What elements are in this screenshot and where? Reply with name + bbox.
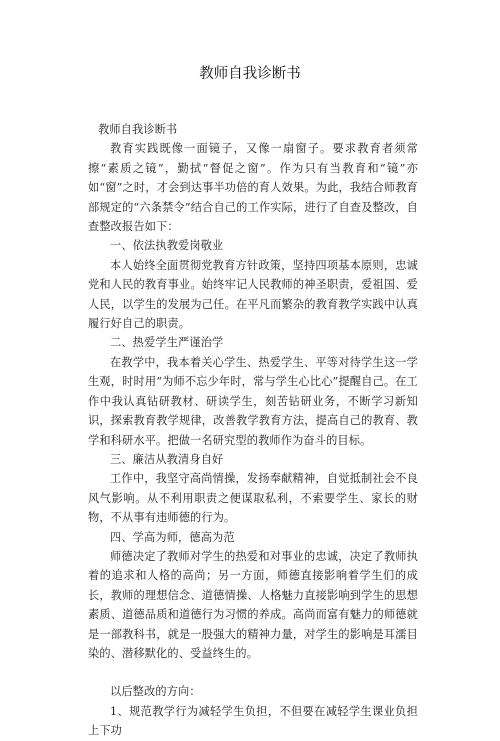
rectification-item-1: 1、规范教学行为减轻学生负担，不但要在减轻学生课业负担上下功 xyxy=(88,704,418,738)
section-paragraph-3: 工作中，我坚守高尚情操，发扬奉献精神，自觉抵制社会不良风气影响。从不利用职责之便谋取私利，不索要学生、家长的财物，不从事有违师德的行为。 xyxy=(88,472,418,525)
paragraph-gap xyxy=(88,663,418,682)
section-paragraph-2: 在教学中，我本着关心学生、热爱学生、平等对待学生这一学生观，时时用“为师不忘少年时，常与学生心比心”提醒自己。在工作中我认真钻研教材、研读学生，刻苦钻研业务，不断学习新知识，探索教育教学规律，改善教学教育方法，提高自己的教育、教学和科研水平。把做一名研究型的教师作为奋斗的目标。 xyxy=(88,355,418,447)
section-heading-2: 二、热爱学生严谨治学 xyxy=(110,336,224,350)
section-paragraph-4: 师德决定了教师对学生的热爱和对事业的忠诚，决定了教师执着的追求和人格的高尚；另一方面，师德直接影响着学生们的成长，教师的理想信念、道德情操、人格魅力直接影响到学生的思想素质、道德品质和道德行为习惯的养成。高尚而富有魅力的师德就是一部教科书，就是一股强大的精神力量，对学生的影响是耳濡目染的、潜移默化的、受益终生的。 xyxy=(88,549,418,660)
document-body xyxy=(88,120,418,741)
document-title: 教师自我诊断书 xyxy=(199,66,301,82)
subtitle: 教师自我诊断书 xyxy=(98,123,178,136)
section-heading-4: 四、学高为师，德高为范 xyxy=(110,530,235,544)
rectification-heading: 以后整改的方向： xyxy=(110,685,201,699)
intro-paragraph: 教育实践既像一面镜子，又像一扇窗子。要求教育者须常擦“素质之镜”，勤拭“督促之窗”。作为只有当教育和“镜”亦如“窗”之时，才会到达事半功倍的育人效果。为此，我结合师教育部规定的“六条禁令”结合自己的工作实际，进行了自查及整改，自查整改报告如下： xyxy=(88,142,418,234)
section-paragraph-1: 本人始终全面贯彻党教育方针政策，坚持四项基本原则，忠诚党和人民的教育事业。始终牢记人民教师的神圣职责，爱祖国、爱人民，以学生的发展为己任。在平凡而繁杂的教育教学实践中认真履行好自己的职责。 xyxy=(88,258,418,331)
section-heading-1: 一、依法执教爱岗敬业 xyxy=(110,239,224,253)
section-heading-3: 三、廉洁从教清身自好 xyxy=(110,452,224,466)
